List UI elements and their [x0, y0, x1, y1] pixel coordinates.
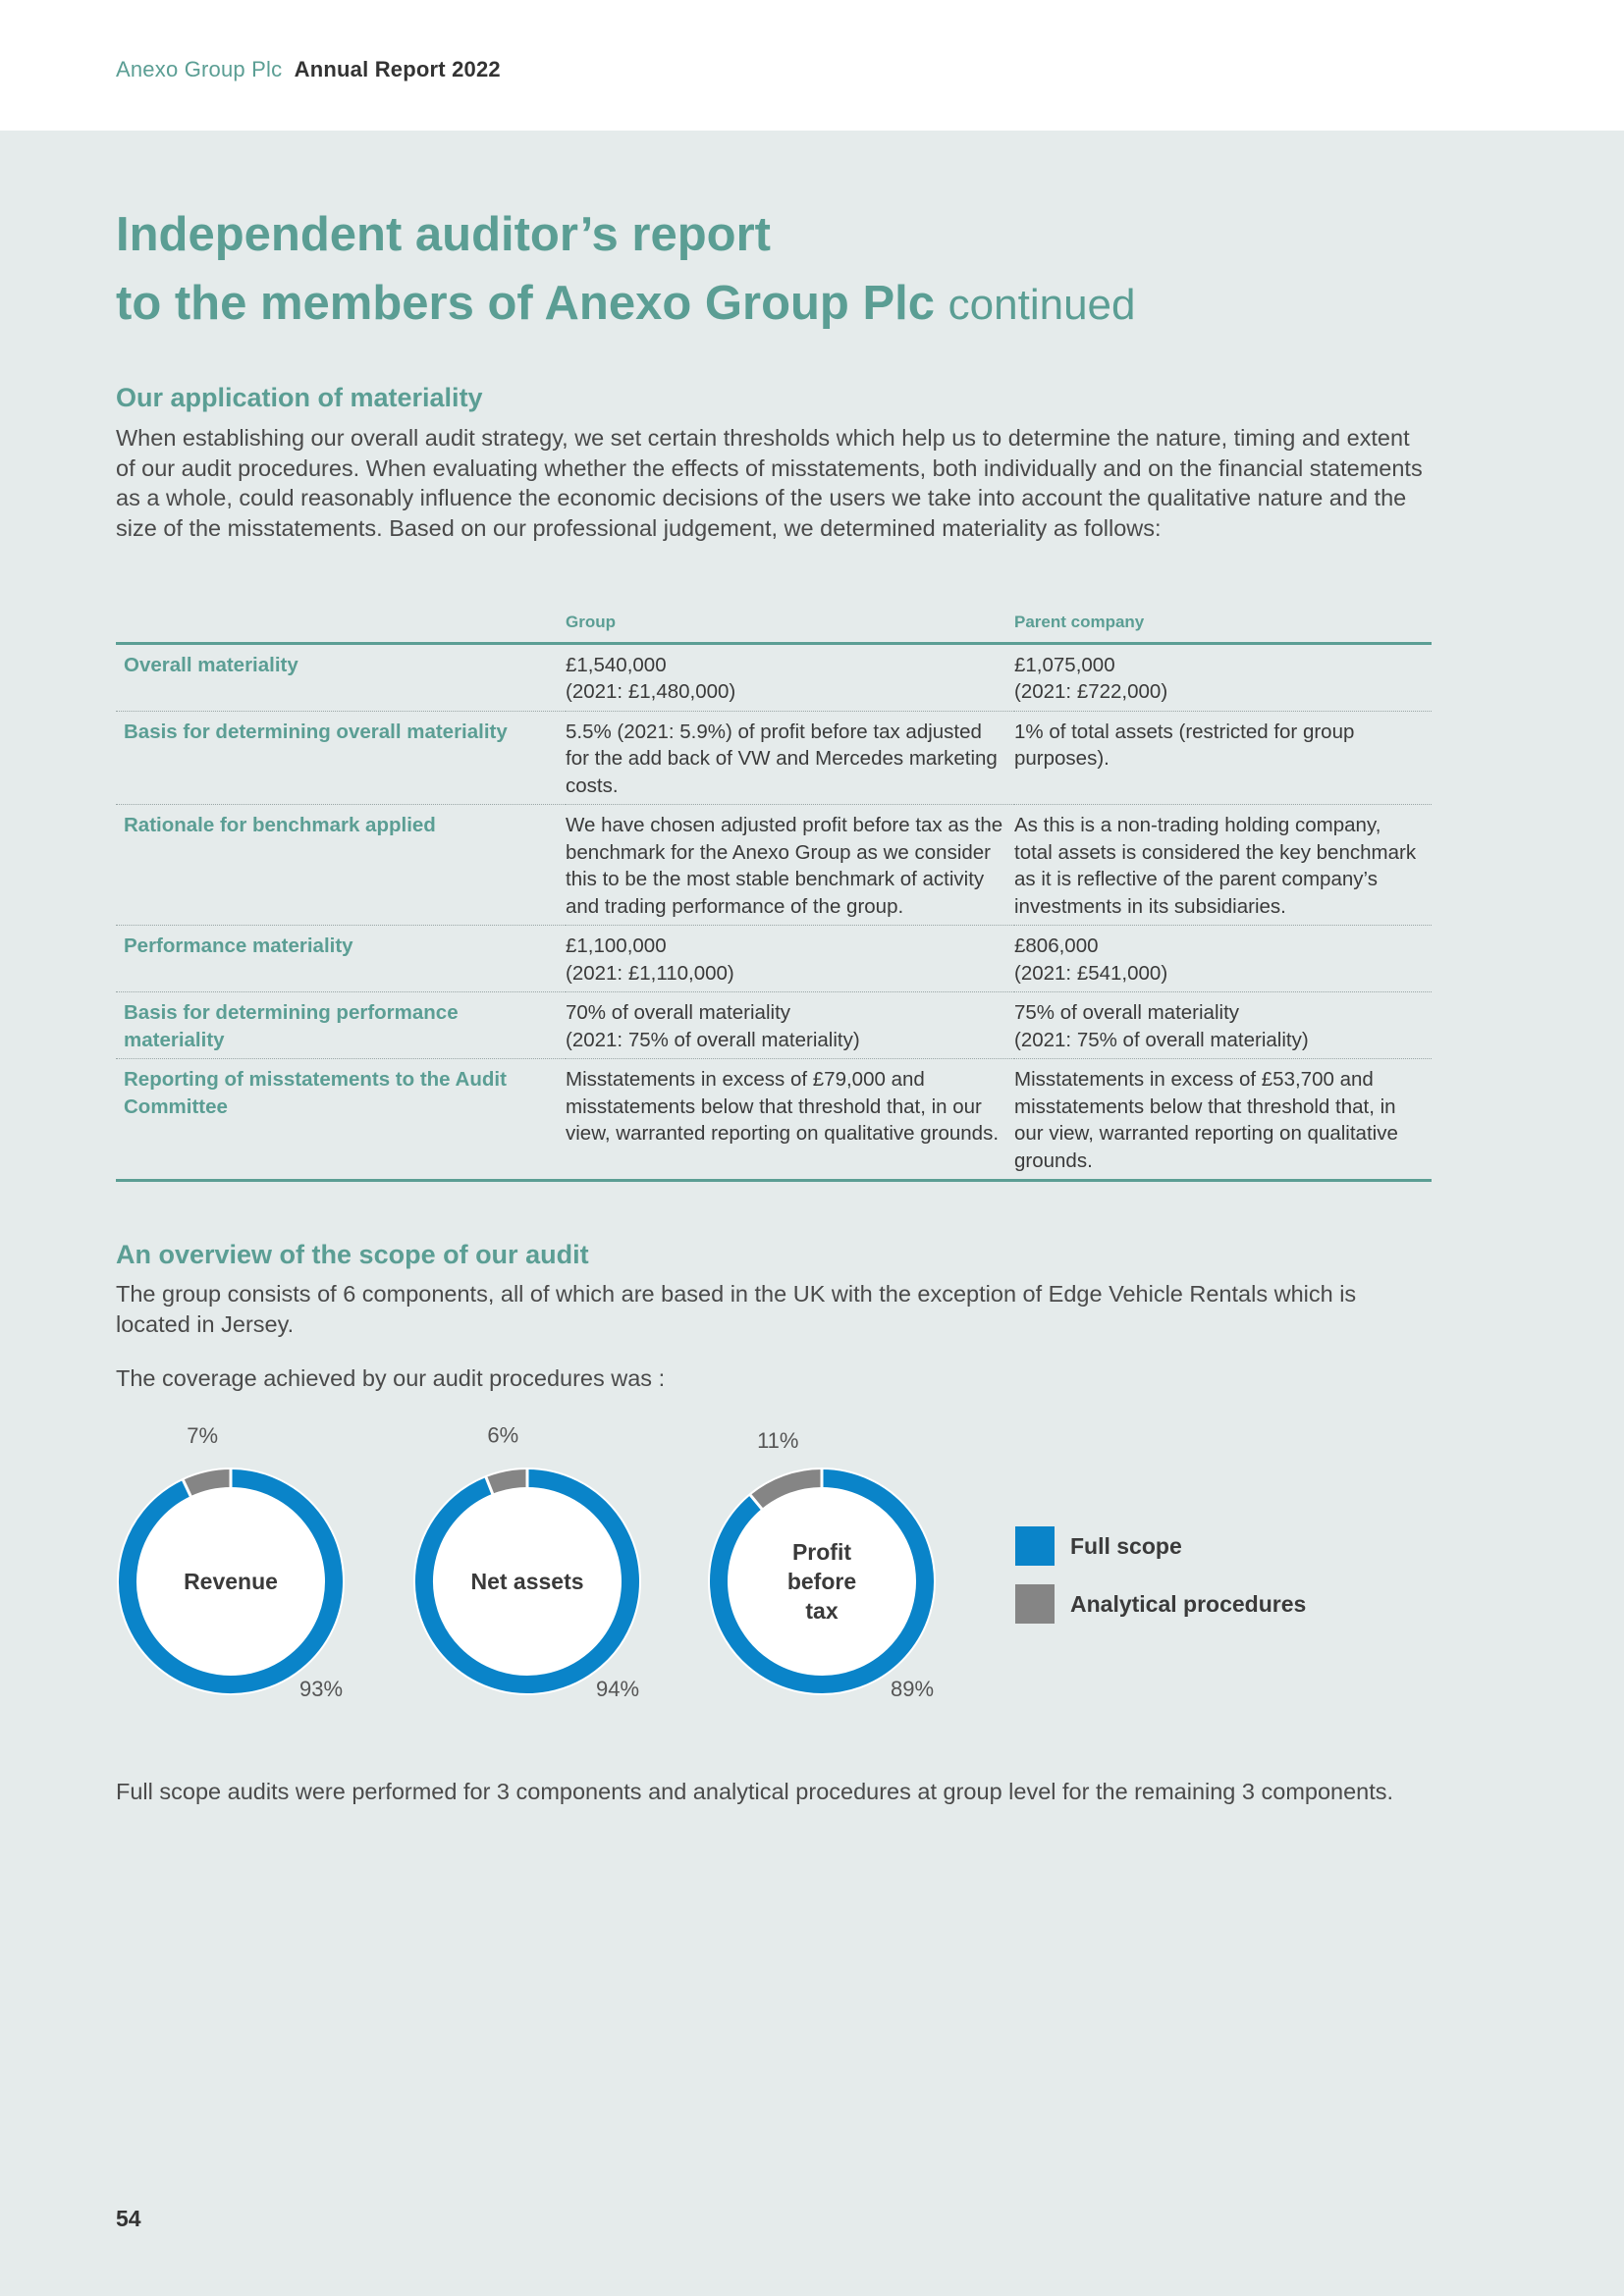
scope-paragraph-coverage: The coverage achieved by our audit procedures was :	[116, 1365, 666, 1391]
cell-group-text: Misstatements in excess of £79,000 and misstatements below that threshold that, in our view, warranted reporting on qualitative grounds.	[566, 1068, 1000, 1145]
cell-parent-text: (2021: £541,000)	[1014, 961, 1168, 985]
materiality-intro: When establishing our overall audit strategy, we set certain thresholds which help us to determine the nature, timing and extent of our audit procedures. When evaluating whether the effects of misstatements, both individually and on the financial statements as a whole, could reasonably influence the economic decisions of the users we take into account the qualitative nature and the size of the misstatements. Based on our professional judgement, we determined materiality as follows:	[116, 425, 1423, 541]
donut-center-label: Revenue	[184, 1569, 278, 1594]
chart-legend	[1015, 1526, 1306, 1642]
scope-paragraph-components: The group consists of 6 components, all of which are based in the UK with the exception of Edge Vehicle Rentals which is located in Jersey.	[116, 1281, 1357, 1337]
legend-item-analytical	[1015, 1584, 1306, 1624]
legend-swatch-analytical	[1015, 1584, 1055, 1624]
row-label: Basis for determining overall materiality	[116, 711, 566, 805]
donut-slice-analytical	[187, 1478, 231, 1488]
column-header-group: Group	[566, 609, 1014, 643]
donut-center-label: before	[786, 1569, 857, 1594]
donut-label-analytical: 6%	[487, 1422, 519, 1448]
donut-chart	[413, 1422, 641, 1701]
donut-label-full-scope: 89%	[890, 1677, 935, 1701]
donut-center-label: tax	[805, 1598, 839, 1624]
cell-group-text: (2021: £1,480,000)	[566, 680, 736, 703]
legend-swatch-full-scope	[1015, 1526, 1055, 1566]
scope-heading: An overview of the scope of our audit	[116, 1240, 589, 1269]
row-label: Overall materiality	[116, 643, 566, 711]
page-number: 54	[116, 2206, 141, 2231]
donut-label-analytical: 7%	[187, 1423, 219, 1449]
cell-group-text: We have chosen adjusted profit before tax as the benchmark for the Anexo Group as we consider this to be the most stable benchmark of activity and trading performance of the group.	[566, 814, 1003, 918]
cell-group-text: £1,540,000	[566, 653, 667, 676]
row-label: Reporting of misstatements to the Audit Committee	[116, 1059, 566, 1181]
legend-label-full-scope: Full scope	[1070, 1532, 1182, 1559]
running-head-company: Anexo Group Plc	[116, 57, 283, 81]
cell-parent-text: 1% of total assets (restricted for group purposes).	[1014, 720, 1355, 770]
materiality-heading: Our application of materiality	[116, 383, 483, 412]
page-title-line2-text: to the members of Anexo Group Plc	[116, 277, 936, 330]
donut-label-full-scope: 94%	[595, 1677, 640, 1701]
cell-parent-text: (2021: 75% of overall materiality)	[1014, 1028, 1309, 1051]
donut-chart	[708, 1428, 936, 1701]
cell-group-text: £1,100,000	[566, 934, 667, 957]
cell-group-text: 5.5% (2021: 5.9%) of profit before tax adjusted for the add back of VW and Mercedes marketing costs.	[566, 720, 998, 797]
page-title-line1: Independent auditor’s report	[116, 208, 771, 261]
cell-parent-text: £1,075,000	[1014, 653, 1115, 676]
cell-parent-text: (2021: £722,000)	[1014, 680, 1168, 703]
donut-center-label: Profit	[791, 1539, 852, 1565]
cell-group-text: 70% of overall materiality	[566, 1001, 791, 1024]
row-label: Performance materiality	[116, 926, 566, 992]
row-label: Rationale for benchmark applied	[116, 805, 566, 926]
donut-chart	[117, 1423, 345, 1701]
cell-parent-text: As this is a non-trading holding company, total assets is considered the key benchmark as it is reflective of the parent company’s investments in its subsidiaries.	[1014, 814, 1417, 918]
donut-slice-analytical	[489, 1478, 527, 1485]
donut-label-full-scope: 93%	[298, 1677, 344, 1701]
cell-group-text: (2021: £1,110,000)	[566, 961, 734, 985]
page-title-continued: continued	[947, 281, 1136, 329]
cell-parent-text: 75% of overall materiality	[1014, 1001, 1240, 1024]
row-label: Basis for determining performance materiality	[116, 992, 566, 1059]
scope-paragraph-summary: Full scope audits were performed for 3 components and analytical procedures at group level for the remaining 3 components.	[116, 1779, 1394, 1804]
cell-parent-text: £806,000	[1014, 934, 1099, 957]
column-header-parent: Parent company	[1014, 609, 1432, 643]
cell-group-text: (2021: 75% of overall materiality)	[566, 1028, 860, 1051]
donut-label-analytical: 11%	[757, 1427, 799, 1453]
legend-item-full-scope	[1015, 1526, 1306, 1566]
legend-label-analytical: Analytical procedures	[1070, 1590, 1307, 1617]
running-head-report: Annual Report 2022	[294, 57, 501, 81]
donut-center-label: Net assets	[470, 1569, 584, 1594]
cell-parent-text: Misstatements in excess of £53,700 and misstatements below that threshold that, in our view, warranted reporting on qualitative grounds.	[1014, 1068, 1398, 1172]
